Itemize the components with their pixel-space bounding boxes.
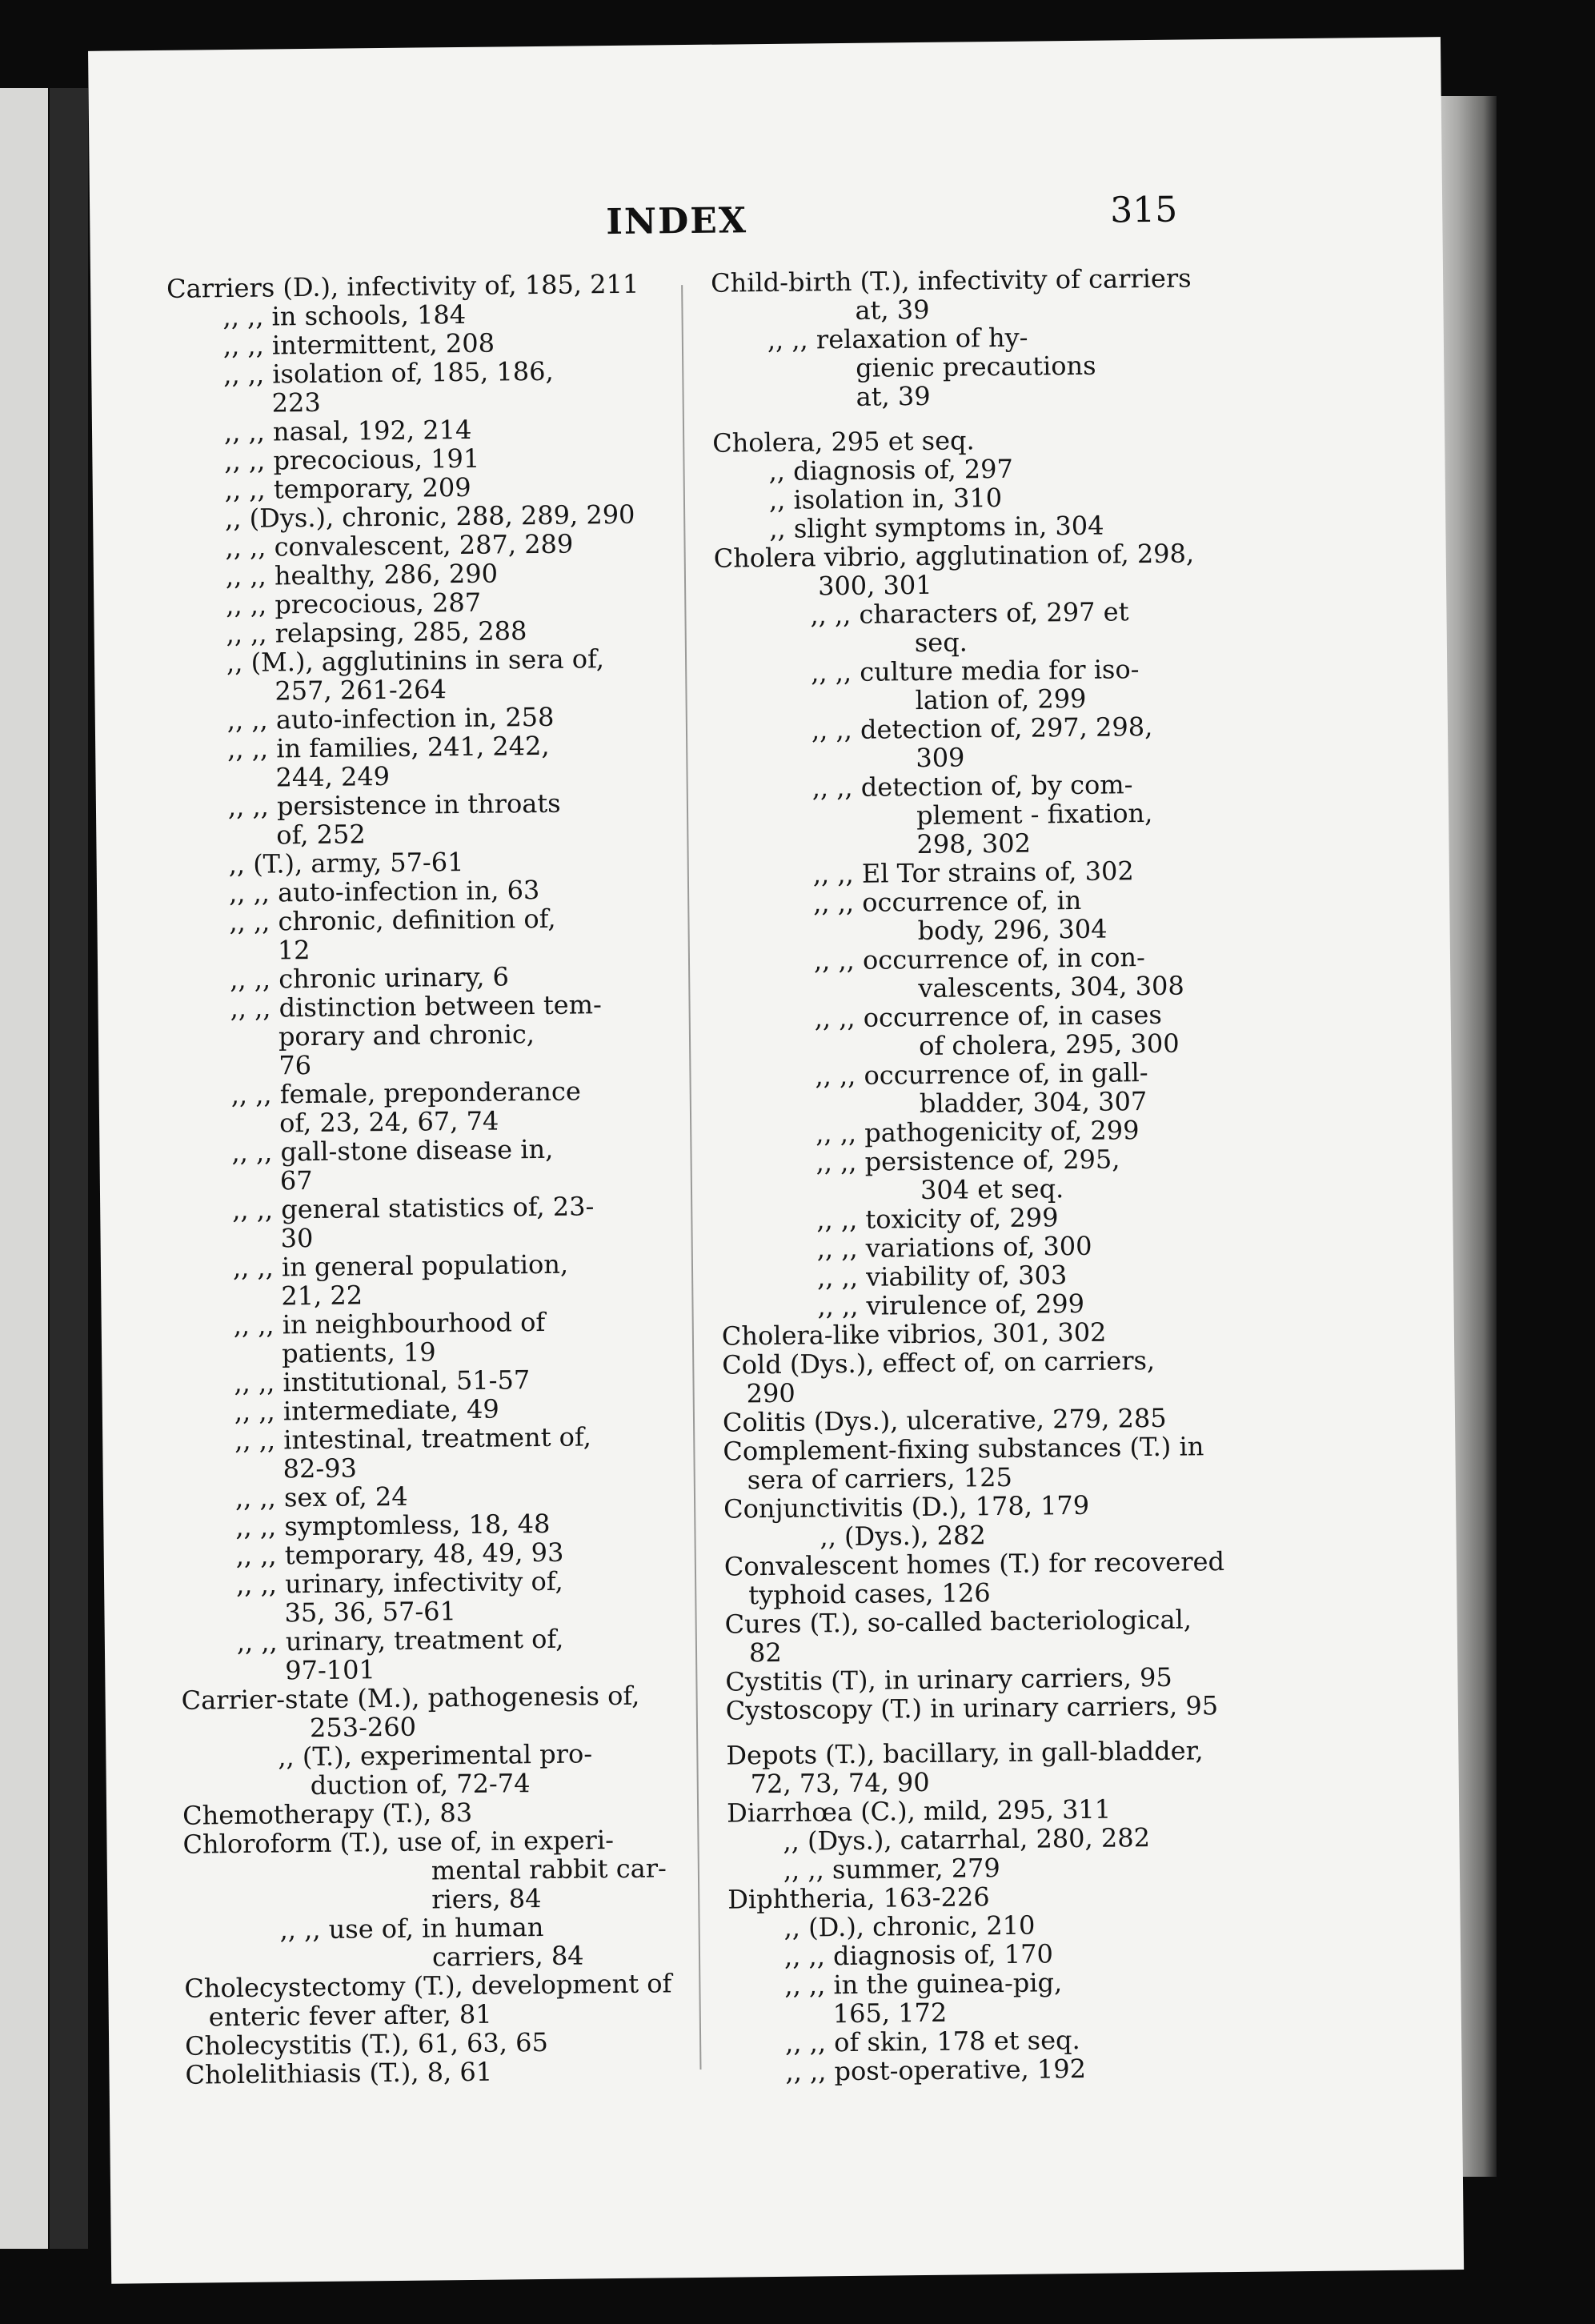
index-entry-text: 257, 261-264 [275,674,447,707]
index-entry [185,2054,801,2090]
index-entry-text: ,, ,, occurrence of, in [813,884,1082,919]
index-entry-text: 82-93 [283,1452,358,1485]
index-entry-text: 298, 302 [916,827,1032,860]
index-entry-text: ,, ,, occurrence of, in con- [813,942,1146,976]
index-entry-text: Chloroform (T.), use of, in experi- [182,1825,615,1860]
index-entry-text: lation of, 299 [915,683,1087,716]
index-entry-text: ,, slight symptoms in, 304 [769,510,1104,544]
index-entry-text: ,, (M.), agglutinins in sera of, [226,643,605,679]
index-entry-text: Carrier-state (M.), pathogenesis of, [181,1680,640,1716]
index-entry-text: Depots (T.), bacillary, in gall-bladder, [726,1735,1204,1771]
page-number: 315 [1109,189,1178,231]
index-entry-text: Cures (T.), so-called bacteriological, [724,1604,1192,1640]
index-entry-text: ,, (Dys.), chronic, 288, 289, 290 [224,499,635,535]
index-entry-text: ,, ,, in families, 241, 242, [226,730,550,765]
index-entry-text: enteric fever after, 81 [208,1998,492,2033]
index-entry-text: ,, ,, occurrence of, in gall- [815,1057,1148,1092]
index-entry-text: 72, 73, 74, 90 [750,1766,930,1800]
index-entry-text: carriers, 84 [431,1940,584,1973]
index-entry-text: ,, ,, in neighbourhood of [233,1306,546,1341]
index-entry-text: 30 [280,1222,314,1254]
index-entry-text: ,, ,, occurrence of, in cases [814,999,1162,1034]
index-entry-text: ,, (T.), army, 57-61 [228,846,464,880]
index-entry-text: Complement-fixing substances (T.) in [723,1431,1204,1467]
index-entry-text: mental rabbit car- [431,1853,667,1886]
index-entry-text: ,, ,, in schools, 184 [222,299,467,333]
index-entry-text: Cholera-like vibrios, 301, 302 [721,1316,1107,1352]
index-entry-text: ,, ,, viability of, 303 [816,1260,1068,1293]
index-entry-text: ,, ,, symptomless, 18, 48 [235,1508,551,1543]
index-entry-text: ,, ,, pathogenicity of, 299 [816,1115,1140,1149]
index-entry-text: of, 23, 24, 67, 74 [279,1105,499,1139]
index-entry-text: sera of carriers, 125 [747,1461,1013,1496]
index-entry-text: ,, ,, chronic urinary, 6 [230,961,510,996]
index-entry-text: duction of, 72-74 [310,1768,531,1801]
index-entry-text: Conjunctivitis (D.), 178, 179 [723,1489,1090,1525]
index-entry-text: ,, (Dys.), catarrhal, 280, 282 [783,1822,1151,1857]
index-entry-text: ,, ,, post-operative, 192 [785,2053,1087,2087]
index-entry-text: ,, ,, in general population, [232,1248,569,1284]
index-entry-text: 244, 249 [275,760,391,793]
index-entry-text: Colitis (Dys.), ulcerative, 279, 285 [722,1402,1167,1438]
index-entry-text: ,, ,, persistence of, 295, [816,1144,1120,1178]
index-entry-text: ,, ,, virulence of, 299 [817,1288,1085,1322]
index-entry [729,2052,1305,2087]
index-entry-text: Cystitis (T), in urinary carriers, 95 [725,1661,1172,1697]
index-entry-text: ,, (D.), chronic, 210 [783,1909,1036,1943]
index-entry-text: body, 296, 304 [917,913,1108,947]
index-entry-text: ,, isolation in, 310 [768,482,1003,515]
index-entry-text: Diphtheria, 163-226 [727,1881,990,1915]
index-entry-text: Cholera vibrio, agglutination of, 298, [713,538,1195,574]
index-entry-text: ,, ,, convalescent, 287, 289 [225,528,574,563]
index-entry-text: ,, ,, gall-stone disease in, [231,1133,554,1168]
index-entry-text: plement - fixation, [916,797,1153,831]
index-entry-text: ,, ,, of skin, 178 et seq. [784,2025,1080,2058]
index-entry-text: ,, ,, persistence in throats [227,787,561,823]
index-entry-text: ,, ,, temporary, 209 [224,471,471,506]
index-entry-text: ,, ,, auto-infection in, 258 [226,701,555,736]
index-entry-text: 309 [916,742,965,774]
index-entry-text: Cholecystectomy (T.), development of [184,1968,672,2004]
index-entry-text: ,, ,, toxicity of, 299 [816,1202,1059,1236]
index-entry-text: 253-260 [309,1711,417,1744]
index-entry-text: ,, ,, relaxation of hy- [767,322,1028,355]
index-entry-text: Child-birth (T.), infectivity of carriers [710,262,1192,299]
index-column-right [711,262,1306,2086]
index-entry-text: 165, 172 [832,1997,948,2029]
index-entry-text: ,, ,, urinary, infectivity of, [235,1565,563,1601]
index-entry-text: Cystoscopy (T.) in urinary carriers, 95 [725,1690,1219,1726]
index-entry-text: ,, ,, general statistics of, 23- [232,1191,595,1226]
index-entry-text: riers, 84 [431,1883,542,1915]
index-entry-text: 12 [277,935,311,966]
index-entry-text: 223 [271,387,321,419]
index-entry-text: ,, ,, in the guinea-pig, [784,1967,1063,2001]
index-entry-text: ,, ,, temporary, 48, 49, 93 [235,1537,564,1572]
index-entry-text: ,, ,, precocious, 287 [226,587,482,621]
index-entry-text: ,, ,, summer, 279 [783,1853,1000,1885]
index-entry-text: ,, ,, isolation of, 185, 186, [223,355,554,391]
index-entry-text: ,, ,, intestinal, treatment of, [234,1421,591,1457]
index-entry-text: ,, (Dys.), 282 [820,1520,986,1553]
index-entry-text: Diarrhœa (C.), mild, 295, 311 [726,1793,1112,1829]
index-entry-text: Chemotherapy (T.), 83 [182,1797,473,1831]
index-entry-text: patients, 19 [281,1336,436,1369]
adjacent-page-edge [0,88,48,2249]
index-entry-text: at, 39 [855,294,930,326]
index-entry-text: ,, diagnosis of, 297 [768,453,1014,487]
index-entry-text: 97-101 [285,1654,376,1686]
index-entry-text: ,, ,, distinction between tem- [230,989,602,1024]
index-entry-text: seq. [914,627,968,659]
page-header [90,189,1443,255]
index-entry-text: porary and chronic, [278,1019,535,1052]
index-entry-text: ,, ,, auto-infection in, 63 [228,874,540,909]
index-entry-text: ,, ,, institutional, 51-57 [234,1364,531,1399]
index-entry-text: ,, ,, detection of, 297, 298, [811,711,1153,746]
index-entry-text: Convalescent homes (T.) for recovered [723,1546,1225,1582]
index-entry-text: Cold (Dys.), effect of, on carriers, [722,1344,1156,1380]
index-entry-text: at, 39 [856,380,931,412]
index-entry-text: ,, ,, culture media for iso- [811,654,1140,688]
index-entry-text: ,, ,, El Tor strains of, 302 [812,855,1134,890]
index-entry-text: 304 et seq. [920,1173,1064,1206]
index-entry-text: 76 [279,1049,312,1081]
index-entry-text: 21, 22 [281,1280,363,1312]
index-entry-text: ,, ,, relapsing, 285, 288 [226,615,527,650]
index-entry-text: 35, 36, 57-61 [284,1596,457,1629]
index-entry-text: ,, ,, healthy, 286, 290 [225,558,499,592]
index-entry-text: ,, ,, chronic, definition of, [229,903,556,938]
index-entry-text: ,, ,, urinary, treatment of, [236,1623,564,1658]
index-entry-text: bladder, 304, 307 [919,1086,1148,1120]
index-entry-text: 300, 301 [817,569,932,602]
index-entry-text: ,, ,, precocious, 191 [224,443,480,477]
index-entry-text: ,, ,, detection of, by com- [812,769,1133,803]
index-entry-text: ,, ,, diagnosis of, 170 [783,1938,1054,1972]
book-page [88,37,1464,2284]
page-title: INDEX [606,200,748,243]
index-entry-text: Cholelithiasis (T.), 8, 61 [185,2056,493,2090]
index-entry-text: ,, ,, female, preponderance [230,1076,581,1111]
index-entry-text: Carriers (D.), infectivity of, 185, 211 [166,268,639,304]
index-entry-text: of, 252 [276,819,366,851]
index-column-left [166,268,802,2090]
index-entry-text: 67 [279,1164,313,1196]
index-entry-text: gienic precautions [856,350,1096,383]
index-entry-text: ,, (T.), experimental pro- [278,1738,593,1773]
book-gutter [50,88,88,2249]
index-entry-text: ,, ,, intermediate, 49 [234,1393,499,1428]
index-entry-text: of cholera, 295, 300 [918,1028,1180,1062]
index-entry-text: ,, ,, use of, in human [279,1912,544,1945]
index-entry-text: valescents, 304, 308 [918,970,1184,1004]
index-entry-text: Cholecystitis (T.), 61, 63, 65 [184,2026,549,2062]
index-entry-text: ,, ,, characters of, 297 et [810,596,1129,631]
index-entry-text: ,, ,, intermittent, 208 [222,327,495,362]
index-entry-text: ,, ,, sex of, 24 [234,1481,408,1514]
index-entry-text: ,, ,, nasal, 192, 214 [223,414,472,448]
index-entry-text: ,, ,, variations of, 300 [816,1230,1092,1264]
index-entry-text: typhoid cases, 126 [748,1577,991,1611]
index-entry-text: 290 [746,1377,795,1409]
index-entry-text: 82 [748,1637,782,1669]
index-entry-text: Cholera, 295 et seq. [712,425,975,459]
